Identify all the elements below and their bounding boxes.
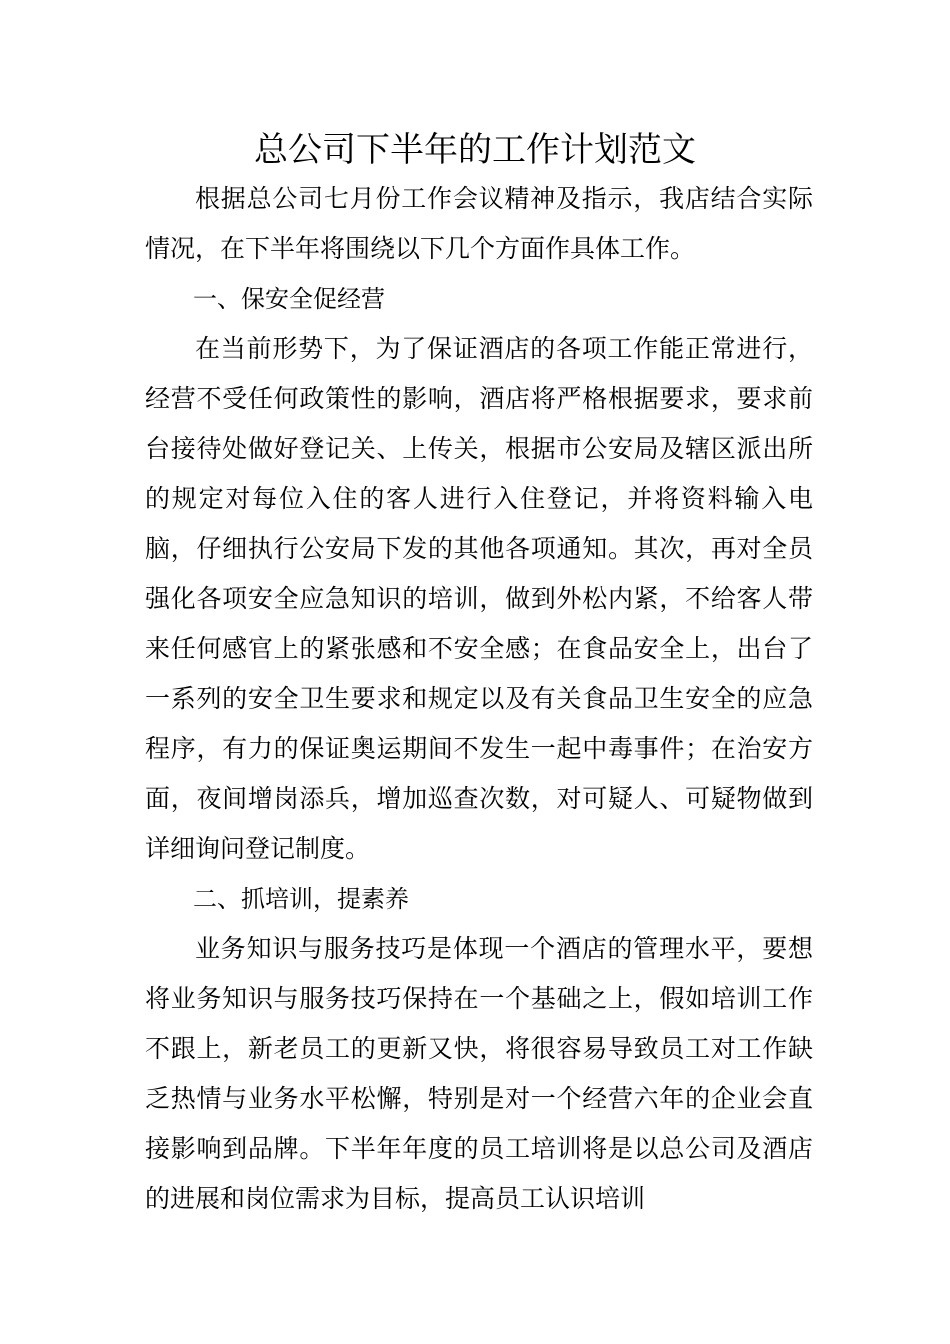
section-heading-1: 一、保安全促经营 <box>193 285 385 313</box>
paragraph-intro: 根据总公司七月份工作会议精神及指示，我店结合实际情况，在下半年将围绕以下几个方面作具体工作。 <box>145 184 813 263</box>
document-title: 总公司下半年的工作计划范文 <box>254 130 696 170</box>
paragraph-section-1: 在当前形势下，为了保证酒店的各项工作能正常进行，经营不受任何政策性的影响，酒店将严格根据要求，要求前台接待处做好登记关、上传关，根据市公安局及辖区派出所的规定对每位入住的客人进行入住登记，并将资料输入电脑，仔细执行公安局下发的其他各项通知。其次，再对全员强化各项安全应急知识的培训，做到外松内紧，不给客人带来任何感官上的紧张感和不安全感；在食品安全上，出台了一系列的安全卫生要求和规定以及有关食品卫生安全的应急程序，有力的保证奥运期间不发生一起中毒事件；在治安方面，夜间增岗添兵，增加巡查次数，对可疑人、可疑物做到详细询问登记制度。 <box>145 334 813 863</box>
paragraph-section-2: 业务知识与服务技巧是体现一个酒店的管理水平，要想将业务知识与服务技巧保持在一个基础之上，假如培训工作不跟上，新老员工的更新又快，将很容易导致员工对工作缺乏热情与业务水平松懈，特别是对一个经营六年的企业会直接影响到品牌。下半年年度的员工培训将是以总公司及酒店的进展和岗位需求为目标，提高员工认识培训 <box>145 934 813 1213</box>
document-body <box>145 174 813 1224</box>
section-heading-2: 二、抓培训，提素养 <box>193 885 409 913</box>
